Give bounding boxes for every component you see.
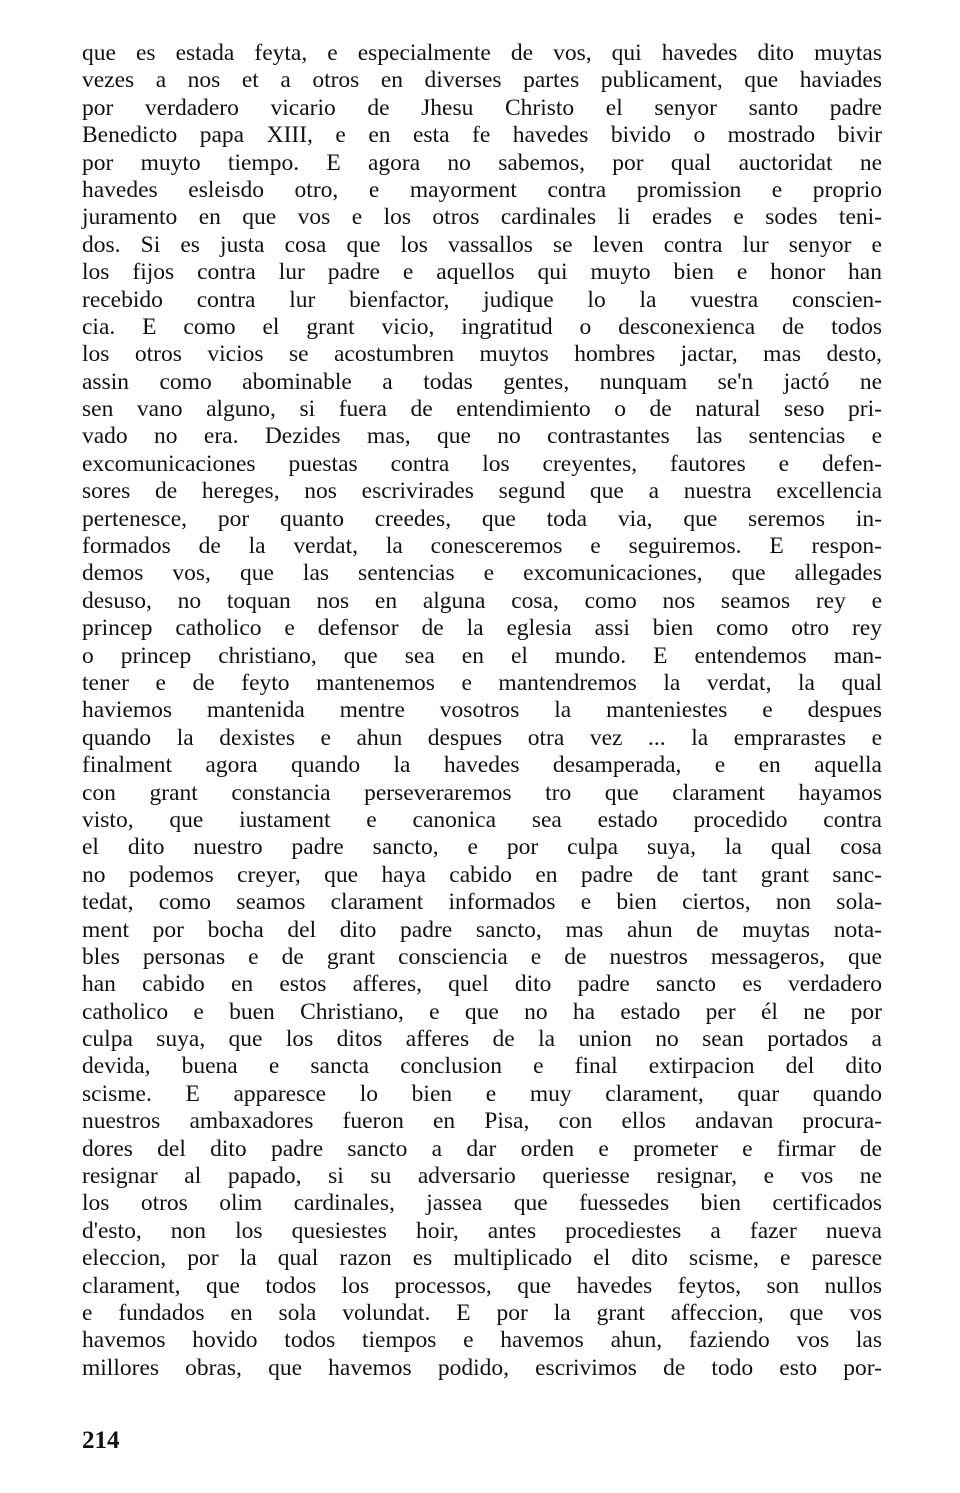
text-line: nuestros ambaxadores fueron en Pisa, con ellos andavan procura- — [82, 1108, 882, 1135]
text-line: los otros olim cardinales, jassea que fuessedes bien certificados — [82, 1190, 882, 1217]
text-line: d'esto, non los quesiestes hoir, antes procediestes a fazer nueva — [82, 1217, 882, 1244]
body-text — [82, 40, 882, 1382]
text-line: finalment agora quando la havedes desamperada, e en aquella — [82, 752, 882, 779]
text-line: visto, que iustament e canonica sea estado procedido contra — [82, 806, 882, 833]
page-number: 214 — [82, 1427, 120, 1454]
text-line: recebido contra lur bienfactor, judique lo la vuestra conscien- — [82, 286, 882, 313]
text-line: dos. Si es justa cosa que los vassallos se leven contra lur senyor e — [82, 231, 882, 258]
text-line: catholico e buen Christiano, e que no ha estado per él ne por — [82, 998, 882, 1025]
text-line: excomunicaciones puestas contra los creyentes, fautores e defen- — [82, 450, 882, 477]
text-line: han cabido en estos afferes, quel dito padre sancto es verdadero — [82, 971, 882, 998]
text-line: no podemos creyer, que haya cabido en padre de tant grant sanc- — [82, 861, 882, 888]
text-line: los fijos contra lur padre e aquellos qui muyto bien e honor han — [82, 259, 882, 286]
text-line: havemos hovido todos tiempos e havemos ahun, faziendo vos las — [82, 1327, 882, 1354]
text-line: que es estada feyta, e especialmente de vos, qui havedes dito muytas — [82, 40, 882, 66]
text-line: por verdadero vicario de Jhesu Christo el senyor santo padre — [82, 94, 882, 121]
text-line: con grant constancia perseveraremos tro que clarament hayamos — [82, 779, 882, 806]
text-line: havedes esleisdo otro, e mayorment contra promission e proprio — [82, 176, 882, 203]
text-line: princep catholico e defensor de la eglesia assi bien como otro rey — [82, 615, 882, 642]
text-line: quando la dexistes e ahun despues otra vez ... la emprarastes e — [82, 724, 882, 751]
text-line: formados de la verdat, la conesceremos e seguiremos. E respon- — [82, 533, 882, 560]
text-line: dores del dito padre sancto a dar orden e prometer e firmar de — [82, 1135, 882, 1162]
text-line: culpa suya, que los ditos afferes de la union no sean portados a — [82, 1026, 882, 1053]
text-line: e fundados en sola volundat. E por la grant affeccion, que vos — [82, 1299, 882, 1326]
text-line: el dito nuestro padre sancto, e por culpa suya, la qual cosa — [82, 834, 882, 861]
text-line: devida, buena e sancta conclusion e final extirpacion del dito — [82, 1053, 882, 1080]
text-line: vado no era. Dezides mas, que no contrastantes las sentencias e — [82, 423, 882, 450]
text-line: ment por bocha del dito padre sancto, mas ahun de muytas nota- — [82, 916, 882, 943]
text-line: eleccion, por la qual razon es multiplicado el dito scisme, e paresce — [82, 1245, 882, 1272]
text-line: o princep christiano, que sea en el mundo. E entendemos man- — [82, 642, 882, 669]
text-line: tedat, como seamos clarament informados e bien ciertos, non sola- — [82, 889, 882, 916]
text-line: haviemos mantenida mentre vosotros la manteniestes e despues — [82, 697, 882, 724]
text-line: pertenesce, por quanto creedes, que toda via, que seremos in- — [82, 505, 882, 532]
text-line: por muyto tiempo. E agora no sabemos, por qual auctoridat ne — [82, 149, 882, 176]
text-line: resignar al papado, si su adversario queriesse resignar, e vos ne — [82, 1163, 882, 1190]
text-line: sen vano alguno, si fuera de entendimiento o de natural seso pri- — [82, 396, 882, 423]
text-line: clarament, que todos los processos, que havedes feytos, son nullos — [82, 1272, 882, 1299]
text-line: bles personas e de grant consciencia e de nuestros messageros, que — [82, 943, 882, 970]
text-line: tener e de feyto mantenemos e mantendremos la verdat, la qual — [82, 669, 882, 696]
text-line: scisme. E apparesce lo bien e muy clarament, quar quando — [82, 1080, 882, 1107]
text-line: Benedicto papa XIII, e en esta fe havedes bivido o mostrado bivir — [82, 122, 882, 149]
text-line: los otros vicios se acostumbren muytos hombres jactar, mas desto, — [82, 341, 882, 368]
text-line: desuso, no toquan nos en alguna cosa, como nos seamos rey e — [82, 587, 882, 614]
text-line: assin como abominable a todas gentes, nunquam se'n jactó ne — [82, 368, 882, 395]
text-line: sores de hereges, nos escrivirades segund que a nuestra excellencia — [82, 478, 882, 505]
text-line: vezes a nos et a otros en diverses partes publicament, que haviades — [82, 67, 882, 94]
text-line: demos vos, que las sentencias e excomunicaciones, que allegades — [82, 560, 882, 587]
text-line: cia. E como el grant vicio, ingratitud o desconexienca de todos — [82, 313, 882, 340]
text-line: juramento en que vos e los otros cardinales li erades e sodes teni- — [82, 204, 882, 231]
text-line: millores obras, que havemos podido, escrivimos de todo esto por- — [82, 1354, 882, 1381]
